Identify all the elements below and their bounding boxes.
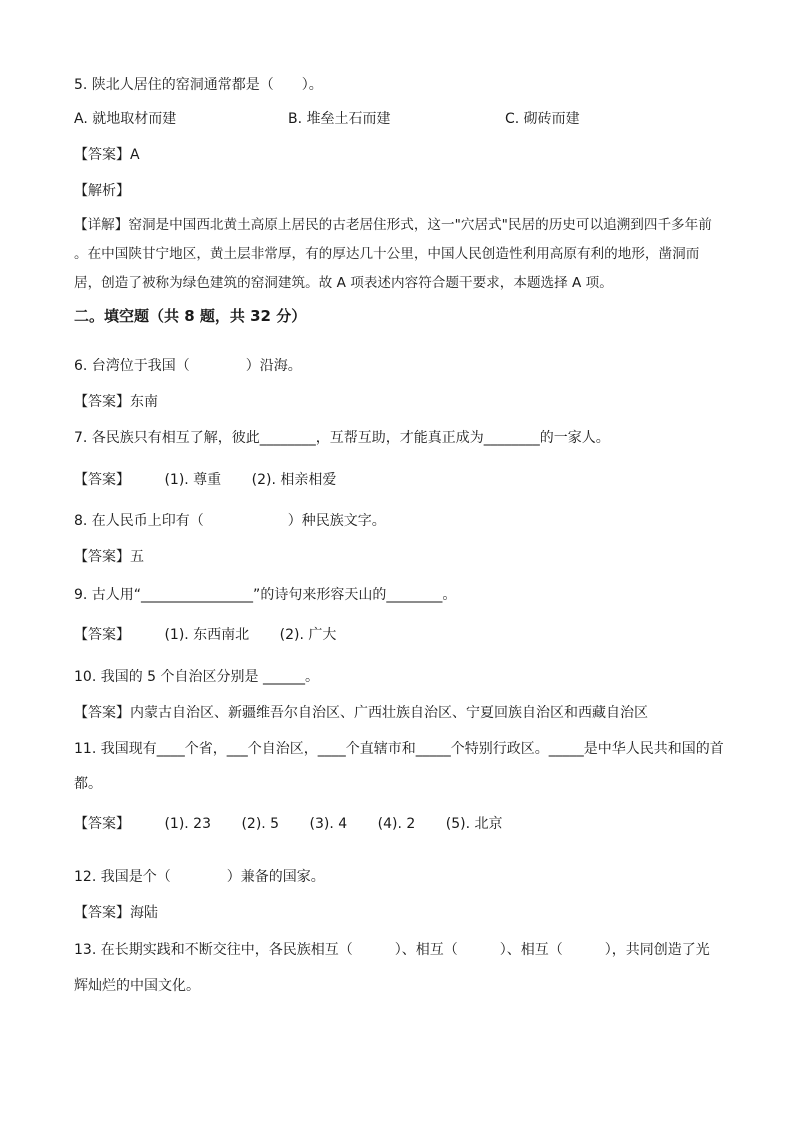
answer-label: 【答案】 <box>74 816 130 832</box>
q7-answer <box>74 470 336 490</box>
answer-item: (2). 相亲相爱 <box>251 472 337 488</box>
q5-answer: 【答案】A <box>74 147 140 163</box>
answer-item: (3). 4 <box>309 816 348 832</box>
q6-answer: 【答案】东南 <box>74 394 158 410</box>
question-11-line-1: 11. 我国现有____个省，___个自治区，____个直辖市和_____个特别行政区。_____是中华人民共和国的首 <box>74 741 724 757</box>
question-5: 5. 陕北人居住的窑洞通常都是（ ）。 <box>74 77 323 93</box>
question-12: 12. 我国是个（ ）兼备的国家。 <box>74 869 325 885</box>
q5-analysis-label: 【解析】 <box>74 183 130 199</box>
answer-label: 【答案】 <box>74 627 130 643</box>
q12-answer: 【答案】海陆 <box>74 905 158 921</box>
q5-option-a: A. 就地取材而建 <box>74 111 177 127</box>
q8-answer: 【答案】五 <box>74 549 144 565</box>
answer-item: (5). 北京 <box>445 816 503 832</box>
question-8: 8. 在人民币上印有（ ）种民族文字。 <box>74 513 386 529</box>
answer-item: (1). 东西南北 <box>164 627 250 643</box>
q11-answer <box>74 814 502 834</box>
section-2-title: 二。填空题（共 8 题，共 32 分） <box>74 307 307 325</box>
question-13-line-2: 辉灿烂的中国文化。 <box>74 978 200 994</box>
q5-detail-line-1: 【详解】窑洞是中国西北黄土高原上居民的古老居住形式，这一"穴居式"民居的历史可以追溯到四千多年前 <box>74 217 712 233</box>
question-9: 9. 古人用“________________”的诗句来形容天山的________。 <box>74 587 457 603</box>
q5-option-c: C. 砌砖而建 <box>505 111 580 127</box>
q5-detail-line-3: 居，创造了被称为绿色建筑的窑洞建筑。故 A 项表述内容符合题干要求，本题选择 A 项。 <box>74 275 613 291</box>
q5-detail-line-2: 。在中国陕甘宁地区，黄土层非常厚，有的厚达几十公里，中国人民创造性利用高原有利的地形，凿洞而 <box>74 246 700 262</box>
q5-option-b: B. 堆垒土石而建 <box>288 111 391 127</box>
question-10: 10. 我国的 5 个自治区分别是 ______。 <box>74 669 319 685</box>
answer-item: (1). 尊重 <box>164 472 222 488</box>
answer-item: (1). 23 <box>164 816 211 832</box>
question-6: 6. 台湾位于我国（ ）沿海。 <box>74 358 302 374</box>
answer-item: (4). 2 <box>377 816 416 832</box>
question-7: 7. 各民族只有相互了解，彼此________，互帮互助，才能真正成为________的一家人。 <box>74 430 610 446</box>
q10-answer: 【答案】内蒙古自治区、新疆维吾尔自治区、广西壮族自治区、宁夏回族自治区和西藏自治区 <box>74 705 648 721</box>
answer-item: (2). 广大 <box>279 627 337 643</box>
answer-item: (2). 5 <box>241 816 280 832</box>
q9-answer <box>74 625 336 645</box>
answer-label: 【答案】 <box>74 472 130 488</box>
question-11-line-2: 都。 <box>74 776 102 792</box>
question-13-line-1: 13. 在长期实践和不断交往中，各民族相互（ ）、相互（ ）、相互（ ），共同创造了光 <box>74 942 710 958</box>
